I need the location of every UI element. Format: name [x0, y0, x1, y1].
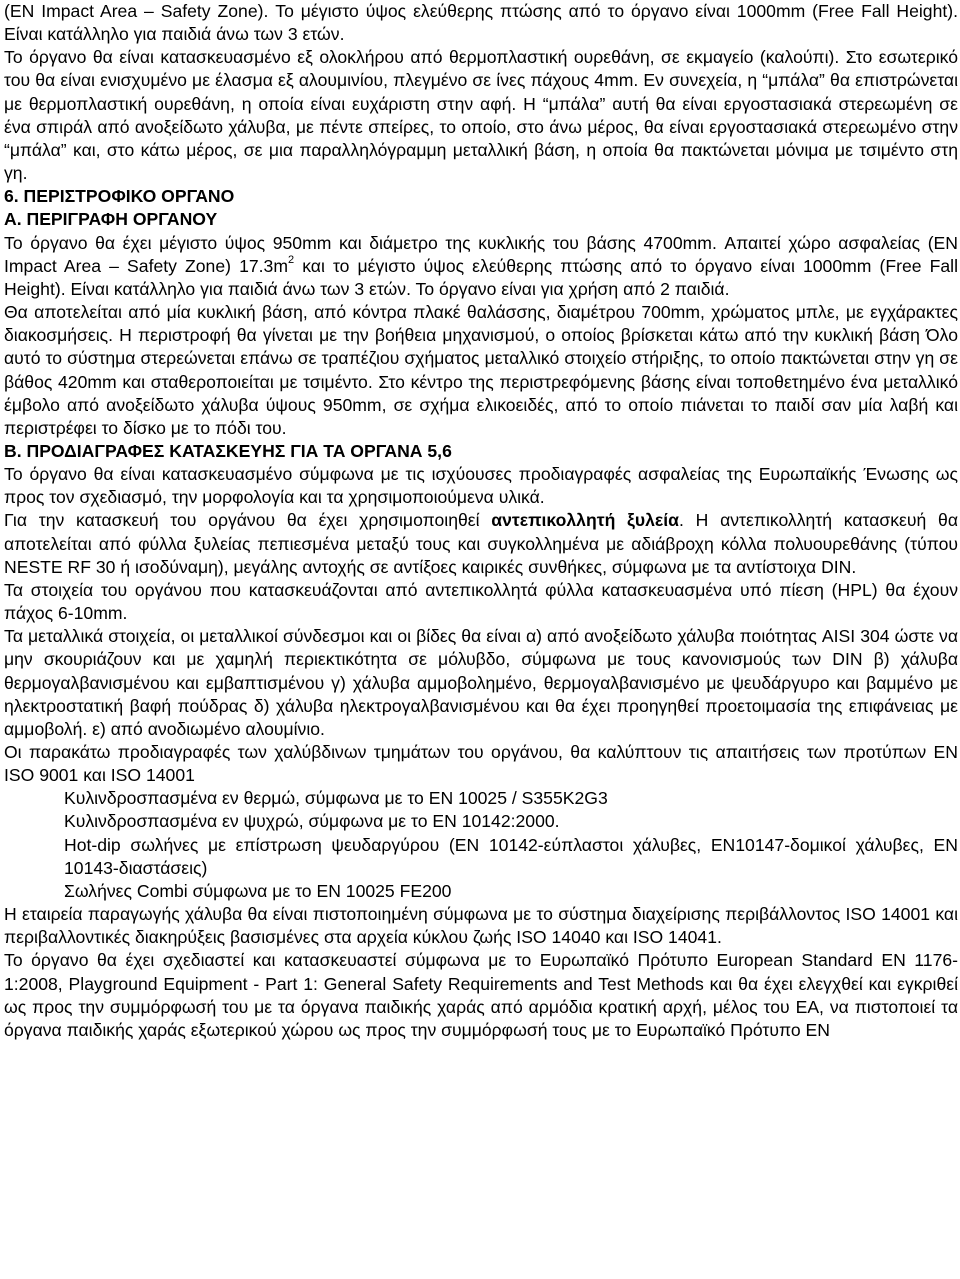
section-heading-rotating-equipment: 6. ΠΕΡΙΣΤΡΟΦΙΚΟ ΟΡΓΑΝΟ [4, 186, 235, 207]
list-item: Κυλινδροσπασμένα εν ψυχρώ, σύμφωνα με το EN 10142:2000. [64, 811, 560, 832]
plywood-bold-term: αντεπικολλητή ξυλεία [491, 510, 679, 531]
plywood-text-part1: Για την κατασκευή του οργάνου θα έχει χρησιμοποιηθεί [4, 510, 492, 531]
paragraph-base-mechanism: Θα αποτελείται από μία κυκλική βάση, από κόντρα πλακέ θαλάσσης, διαμέτρου 700mm, χρώματος μπλε, με εγχάρακτες διακοσμήσεις. Η περιστροφή θα γίνεται με την βοήθεια μηχανισμού, ο οποίος βρίσκεται κάτω από την κυκλική βάση Όλο αυτό το σύστημα στερεώνεται επάνω σε τραπέζιου σχήματος μεταλλικό στοιχείο στήριξης, το οποίο πακτώνεται στην γη σε βάθος 420mm και σταθεροποιείται με τσιμέντο. Στο κέντρο της περιστρεφόμενης βάσης είναι τοποθετημένο ένα μεταλλικό έμβολο από ανοξείδωτο χάλυβα ύψους 950mm, σε σχήμα ελικοειδές, από το οποίο πιάνεται το παιδί σαν μία λαβή και περιστρέφει το δίσκο με το πόδι του. [4, 302, 958, 438]
paragraph-steel-company-certification: Η εταιρεία παραγωγής χάλυβα θα είναι πιστοποιημένη σύμφωνα με το σύστημα διαχείρισης περιβάλλοντος ISO 14001 και περιβαλλοντικές διακηρύξεις βασισμένες στα αρχεία κύκλου ζωής ISO 14040 και ISO 14041. [4, 904, 958, 948]
paragraph-ball-construction: Το όργανο θα είναι κατασκευασμένο εξ ολοκλήρου από θερμοπλαστική ουρεθάνη, σε εκμαγείο (καλούπι). Στο εσωτερικό του θα είναι ενισχυμένο με έλασμα εξ αλουμινίου, πλεγμένο σε ίνες πάχους 4mm. Εν συνεχεία, η “μπάλα” θα επιστρώνεται με θερμοπλαστική ουρεθάνη, η οποία είναι ευχάριστη στην αφή. Η “μπάλα” αυτή θα είναι εργοστασιακά στερεωμένη σε ένα σπιράλ από ανοξείδωτο χάλυβα, με πέντε σπείρες, το οποίο, στο άνω μέρος, θα είναι εργοστασιακά στερεωμένο στην “μπάλα” και, στο κάτω μέρος, σε μια παραλληλόγραμμη μεταλλική βάση, η οποία θα πακτώνεται μόνιμα με τσιμέντο στη γη. [4, 47, 958, 184]
paragraph-plywood [4, 509, 958, 578]
paragraph-european-standard: Το όργανο θα έχει σχεδιαστεί και κατασκευαστεί σύμφωνα με το Ευρωπαϊκό Πρότυπο European Standard EN 1176-1:2008, Playground Equipment - Part 1: General Safety Requirements and Test Methods και θα έχει ελεγχθεί και εγκριθεί ως προς την συμμόρφωσή του με τα όργανα παιδικής χαράς από αρμόδια κρατική αρχή, μέλος του EA, να πιστοποιεί τα όργανα παιδικής χαράς εξωτερικού χώρου ως προς την συμμόρφωσή τους με το Ευρωπαϊκό Πρότυπο EN [4, 950, 958, 1040]
superscript-squared: 2 [287, 253, 295, 266]
subsection-heading-construction-specs: Β. ΠΡΟΔΙΑΓΡΑΦΕΣ ΚΑΤΑΣΚΕΥΗΣ ΓΙΑ ΤΑ ΟΡΓΑΝΑ 5,6 [4, 440, 452, 461]
document-page [4, 0, 958, 1042]
paragraph-safety-zone-continued: (EN Impact Area – Safety Zone). Το μέγιστο ύψος ελεύθερης πτώσης από το όργανο είναι 1000mm (Free Fall Height). Είναι κατάλληλο για παιδιά άνω των 3 ετών. [4, 1, 958, 45]
paragraph-steel-specs: Οι παρακάτω προδιαγραφές των χαλύβδινων τμημάτων του οργάνου, θα καλύπτουν τις απαιτήσεις των προτύπων EN ISO 9001 και ISO 14001 [4, 742, 958, 786]
paragraph-hpl: Τα στοιχεία του οργάνου που κατασκευάζονται από αντεπικολλητά φύλλα κατασκευασμένα υπό πίεση (HPL) θα έχουν πάχος 6-10mm. [4, 579, 958, 624]
dimensions-text-part1: Το όργανο θα έχει μέγιστο ύψος 950mm και διάμετρο της κυκλικής του βάσης 4700mm. Απαιτεί χώρο ασφαλείας (EN Impact Area – Safety Zone) 17.3m [4, 232, 958, 276]
list-item: Σωλήνες Combi σύμφωνα με το EN 10025 FE200 [64, 880, 452, 901]
list-item: Hot-dip σωλήνες με επίστρωση ψευδαργύρου (EN 10142-εύπλαστοι χάλυβες, EN10147-δομικοί χάλυβες, EN 10143-διαστάσεις) [64, 834, 958, 878]
paragraph-dimensions [4, 232, 958, 301]
plywood-text-part2: . Η αντεπικολλητή κατασκευή θα αποτελείται από φύλλα ξυλείας πεπιεσμένα μεταξύ τους και συγκολλημένα με αδιάβροχη κόλλα πολυουρεθάνης (τύπου NESTE RF 30 ή ισοδύναμη), μεγάλης αντοχής σε αντίξοες καιρικές συνθήκες, σύμφωνα με τα αντίστοιχα DIN. [4, 510, 958, 577]
paragraph-metal-elements: Τα μεταλλικά στοιχεία, οι μεταλλικοί σύνδεσμοι και οι βίδες θα είναι α) από ανοξείδωτο χάλυβα ποιότητας AISI 304 ώστε να μην σκουριάζουν και με χαμηλή περιεκτικότητα σε μόλυβδο, σύμφωνα με τους κανονισμούς των DIN β) χάλυβα θερμογαλβανισμένου και εμβαπτισμένου γ) χάλυβα αμμοβολημένο, θερμογαλβανισμένο με ψευδάργυρο και βαμμένο με ηλεκτροστατική βαφή πούδρας δ) χάλυβα ηλεκτρογαλβανισμένου και θα έχει προηγηθεί προετοιμασία της επιφάνειας με αμμοβολή. ε) από ανοδιωμένο αλουμίνιο. [4, 626, 958, 739]
list-item: Κυλινδροσπασμένα εν θερμώ, σύμφωνα με το EN 10025 / S355K2G3 [64, 788, 608, 809]
subsection-heading-description: Α. ΠΕΡΙΓΡΑΦΗ ΟΡΓΑΝΟΥ [4, 209, 218, 230]
dimensions-text-part2: και το μέγιστο ύψος ελεύθερης πτώσης από το όργανο είναι 1000mm (Free Fall Height). Είναι κατάλληλο για παιδιά άνω των 3 ετών. Το όργανο είναι για χρήση από 2 παιδιά. [4, 255, 959, 299]
paragraph-eu-safety: Το όργανο θα είναι κατασκευασμένο σύμφωνα με τις ισχύουσες προδιαγραφές ασφαλείας της Ευρωπαϊκής Ένωσης ως προς τον σχεδιασμό, την μορφολογία και τα χρησιμοποιούμενα υλικά. [4, 464, 958, 508]
